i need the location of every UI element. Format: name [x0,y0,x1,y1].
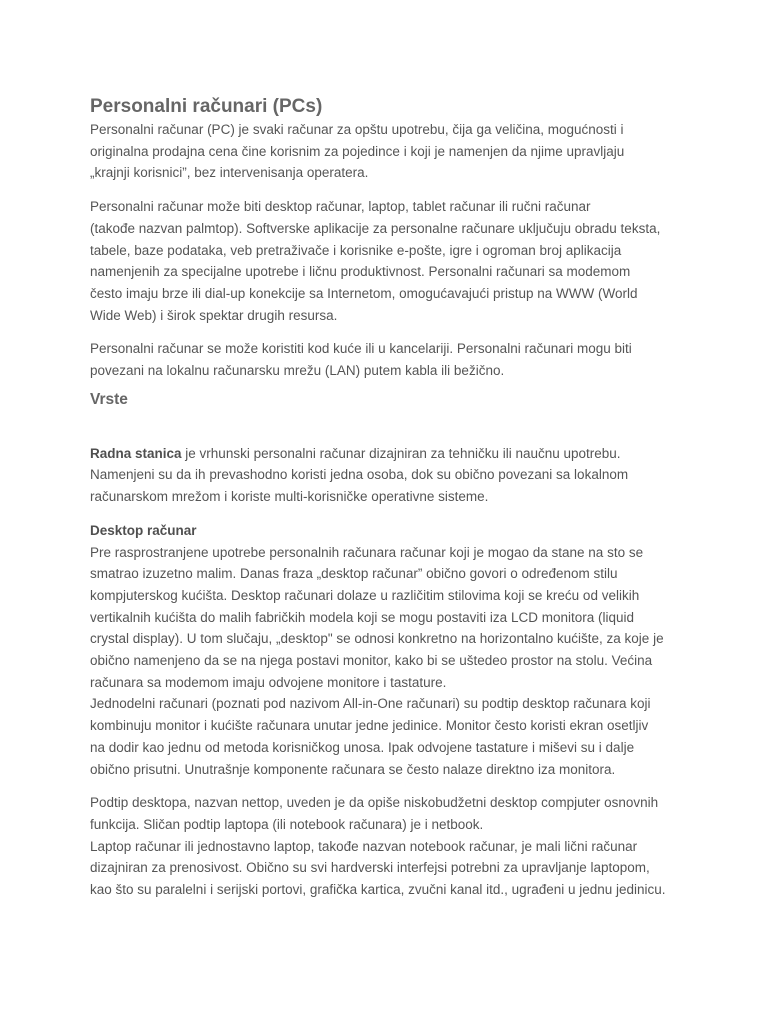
text-line [90,443,690,465]
usage-paragraph [90,338,690,381]
text-line: Namenjeni su da ih prevashodno koristi jedna osoba, dok su obično povezani sa lokalnom [90,467,629,483]
types-paragraph [90,196,690,326]
text-line: Laptop računar ili jednostavno laptop, takođe nazvan notebook računar, je mali lični računar [90,838,638,854]
text-line: originalna prodajna cena čine korisnim za pojedince i koji je namenjen da njime upravljaju [90,143,625,159]
document-title: Personalni računari (PCs) [90,96,323,117]
text-line: Personalni računar se može koristiti kod kuće ili u kancelariji. Personalni računari mogu biti [90,341,632,357]
text-line: funkcija. Sličan podtip laptopa (ili notebook računara) je i netbook. [90,816,484,832]
workstation-term: Radna stanica [90,445,182,461]
text-line: računara sa modemom imaju odvojene monitore i tastature. [90,674,447,690]
text-line: smatrao izuzetno malim. Danas fraza „desktop računar” obično govori o određenom stilu [90,566,618,582]
desktop-heading: Desktop računar [90,522,197,538]
text-line: obično prisutni. Unutrašnje komponente računara se često nalaze direktno iza monitora. [90,761,616,777]
workstation-definition: je vrhunski personalni računar dizajniran za tehničku ili naučnu upotrebu. [181,445,621,461]
text-line: na dodir kao jednu od metoda korisničkog unosa. Ipak odvojene tastature i miševi su i dalje [90,739,635,755]
text-line: kompjuterskog kućišta. Desktop računari dolaze u različitim stilovima koji se kreću od velikih [90,587,640,603]
desktop-section [90,520,690,780]
text-line: kao što su paralelni i serijski portovi, grafička kartica, zvučni kanal itd., ugrađeni u jednu jedinicu. [90,882,666,898]
text-line: kombinuju monitor i kućište računara unutar jedne jedinice. Monitor često koristi ekran osetljiv [90,718,649,734]
text-line: namenjenih za specijalne upotrebe i ličnu produktivnost. Personalni računari sa modemom [90,264,631,280]
workstation-paragraph [90,443,690,508]
section-heading-vrste: Vrste [90,390,128,408]
text-line: tabele, baze podataka, veb pretraživače i korisnike e-pošte, igre i ogroman broj aplikacija [90,242,622,258]
text-line: računarskom mrežom i koriste multi-korisničke operativne sisteme. [90,489,489,505]
text-line: Podtip desktopa, nazvan nettop, uveden je da opiše niskobudžetni desktop compjuter osnovnih [90,795,659,811]
nettop-laptop-paragraph [90,792,690,901]
text-line: povezani na lokalnu računarsku mrežu (LAN) putem kabla ili bežično. [90,363,505,379]
text-line: Personalni računar (PC) je svaki računar za opštu upotrebu, čija ga veličina, mogućnosti i [90,122,624,137]
text-line: „krajnji korisnici”, bez intervenisanja operatera. [90,165,369,181]
text-line: Jednodelni računari (poznati pod nazivom All-in-One računari) su podtip desktop računara koji [90,696,651,712]
text-line: dizajniran za prenosivost. Obično su svi hardverski interfejsi potrebni za upravljanje laptopom, [90,860,650,876]
text-line: (takođe nazvan palmtop). Softverske aplikacije za personalne računare uključuju obradu teksta, [90,220,661,236]
text-line: Personalni računar može biti desktop računar, laptop, tablet računar ili ručni računar [90,199,591,215]
text-line: Pre rasprostranjene upotrebe personalnih računara računar koji je mogao da stane na sto se [90,544,644,560]
text-line: često imaju brze ili dial-up konekcije sa Internetom, omogućavajući pristup na WWW (World [90,285,638,301]
text-line: crystal display). U tom slučaju, „desktop" se odnosi konkretno na horizontalno kućište, za koje je [90,631,664,647]
text-line: vertikalnih kućišta do malih fabričkih modela koji se mogu postaviti iza LCD monitora (liquid [90,609,634,625]
text-line: obično namenjeno da se na njega postavi monitor, kako bi se uštedeo prostor na stolu. Većina [90,653,653,669]
document-content [90,95,690,901]
intro-paragraph [90,119,690,184]
text-line: Wide Web) i širok spektar drugih resursa. [90,307,338,323]
